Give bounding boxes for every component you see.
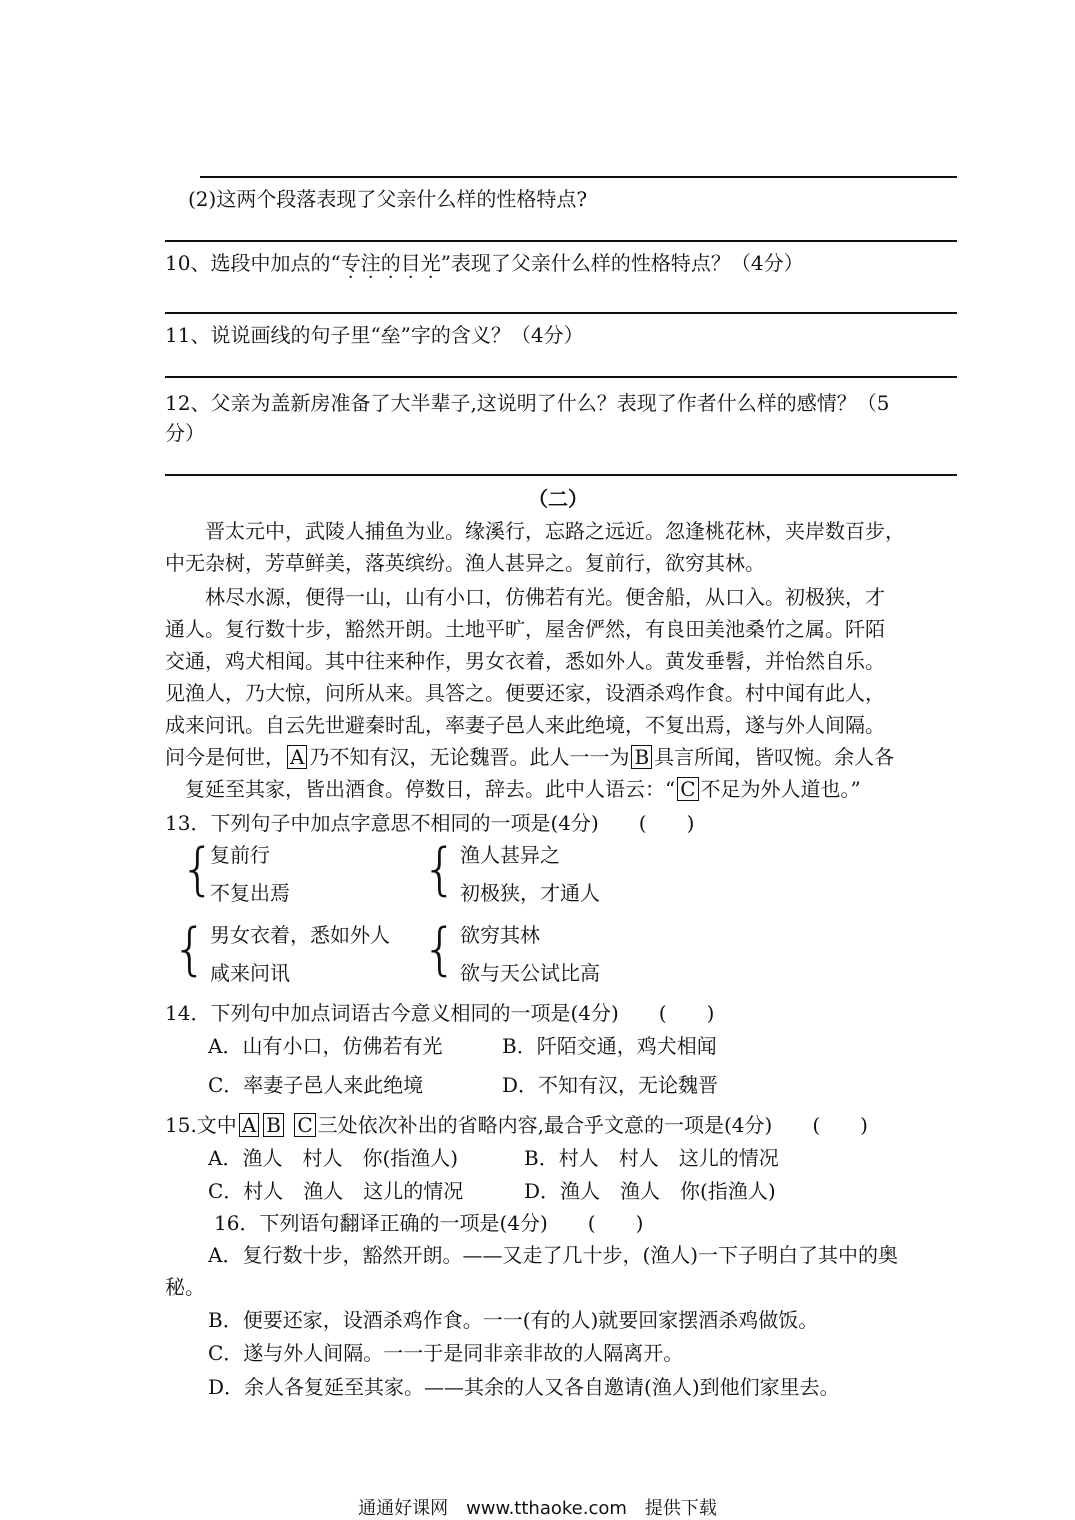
brace-icon: { (172, 917, 208, 982)
question-13-stem: 13．下列句子中加点字意思不相同的一项是(4分) ( ) (165, 811, 695, 835)
footer-credit: 通通好课网 www.tthaoke.com 提供下载 (358, 1498, 717, 1519)
q13-option: 渔人甚异之 (460, 843, 560, 867)
q15-stem-pre: 15.文中 (165, 1113, 237, 1137)
q16-option-b: B．便要还家，设酒杀鸡作食。一一(有的人)就要回家摆酒杀鸡做饭。 (208, 1308, 819, 1332)
question-14-stem: 14．下列句中加点词语古今意义相同的一项是(4分) ( ) (165, 1001, 715, 1025)
q13-option: 男女衣着，悉如外人 (210, 923, 390, 947)
passage-line (185, 776, 861, 802)
passage-segment: 问今是何世， (165, 745, 285, 769)
blank-box-c: C (294, 1113, 315, 1137)
q14-option-c: C．率妻子邑人来此绝境 (208, 1073, 424, 1097)
q15-stem-post: 三处依次补出的省略内容,最合乎文意的一项是(4分) ( ) (317, 1113, 868, 1137)
q16-option-a: A．复行数十步，豁然开朗。——又走了几十步，(渔人)一下子明白了其中的奥 (208, 1243, 899, 1267)
blank-box-a: A (287, 745, 307, 769)
brace-icon: { (422, 837, 458, 902)
answer-line-3 (165, 312, 957, 314)
passage-line: 见渔人，乃大惊，问所从来。具答之。便要还家，设酒杀鸡作食。村中闻有此人， (165, 681, 885, 705)
q13-option: 初极狭，才通人 (460, 881, 600, 905)
passage-line: 晋太元中，武陵人捕鱼为业。缘溪行，忘路之远近。忽逢桃花林，夹岸数百步， (205, 519, 905, 543)
question-16-stem: 16．下列语句翻译正确的一项是(4分) ( ) (214, 1211, 644, 1235)
question-15-stem (165, 1112, 868, 1138)
blank-box-c: C (677, 777, 698, 801)
question-9-2: (2)这两个段落表现了父亲什么样的性格特点? (188, 187, 588, 211)
blank-box-a: A (239, 1113, 259, 1137)
blank-box-b: B (631, 745, 652, 769)
passage-line: 中无杂树，芳草鲜美，落英缤纷。渔人甚异之。复前行，欲穷其林。 (165, 551, 765, 575)
blank-box-b: B (263, 1113, 284, 1137)
q14-option-a: A．山有小口，仿佛若有光 (208, 1034, 443, 1058)
passage-line: 交通，鸡犬相闻。其中往来种作，男女衣着，悉如外人。黄发垂髫，并怡然自乐。 (165, 649, 885, 673)
passage-segment: 具言所闻，皆叹惋。余人各 (654, 745, 895, 769)
passage-line: 林尽水源，便得一山，山有小口，仿佛若有光。便舍船，从口入。初极狭，才 (205, 585, 885, 609)
passage-line (165, 744, 894, 770)
q15-option-d: D．渔人 渔人 你(指渔人) (524, 1179, 776, 1203)
q13-option: 欲穷其林 (460, 923, 540, 947)
answer-line-4 (165, 376, 957, 378)
q15-option-c: C．村人 渔人 这儿的情况 (208, 1179, 464, 1203)
passage-segment: 不足为外人道也。” (700, 777, 861, 801)
question-11: 11、说说画线的句子里“垒”字的含义？（4分） (165, 323, 584, 347)
q15-option-b: B．村人 村人 这儿的情况 (524, 1146, 779, 1170)
passage-segment: 复延至其家，皆出酒食。停数日，辞去。此中人语云：“ (185, 777, 676, 801)
q13-option: 欲与天公试比高 (460, 961, 600, 985)
question-10-pre: 10、选段中加点的“ (165, 251, 341, 275)
q13-option: 复前行 (210, 843, 270, 867)
q16-option-a-cont: 秘。 (165, 1275, 205, 1299)
answer-line-2 (165, 240, 957, 242)
q14-option-d: D．不知有汉，无论魏晋 (502, 1073, 719, 1097)
question-12-line-2: 分） (165, 421, 205, 445)
answer-line-5 (165, 474, 957, 476)
section-title: （二） (528, 487, 588, 511)
brace-icon: { (180, 837, 216, 902)
passage-segment: 乃不知有汉，无论魏晋。此人一一为 (309, 745, 630, 769)
answer-line-1 (200, 176, 957, 178)
passage-line: 成来问讯。自云先世避秦时乱，率妻子邑人来此绝境，不复出焉，遂与外人间隔。 (165, 713, 885, 737)
passage-line: 通人。复行数十步，豁然开朗。土地平旷，屋舍俨然，有良田美池桑竹之属。阡陌 (165, 617, 885, 641)
q16-option-c: C．遂与外人间隔。一一于是同非亲非故的人隔离开。 (208, 1341, 684, 1365)
q14-option-b: B．阡陌交通，鸡犬相闻 (502, 1034, 717, 1058)
question-10-dotted: 专注的目光 (340, 251, 441, 275)
q15-option-a: A．渔人 村人 你(指渔人) (208, 1146, 459, 1170)
q13-option: 咸来问讯 (210, 961, 290, 985)
question-10 (165, 250, 804, 276)
brace-icon: { (422, 917, 458, 982)
q16-option-d: D．余人各复延至其家。——其余的人又各自邀请(渔人)到他们家里去。 (208, 1375, 840, 1399)
question-12-line-1: 12、父亲为盖新房准备了大半辈子,这说明了什么？表现了作者什么样的感情？（5 (165, 391, 890, 415)
q13-option: 不复出焉 (210, 881, 290, 905)
question-10-post: ”表现了父亲什么样的性格特点？（4分） (440, 251, 804, 275)
